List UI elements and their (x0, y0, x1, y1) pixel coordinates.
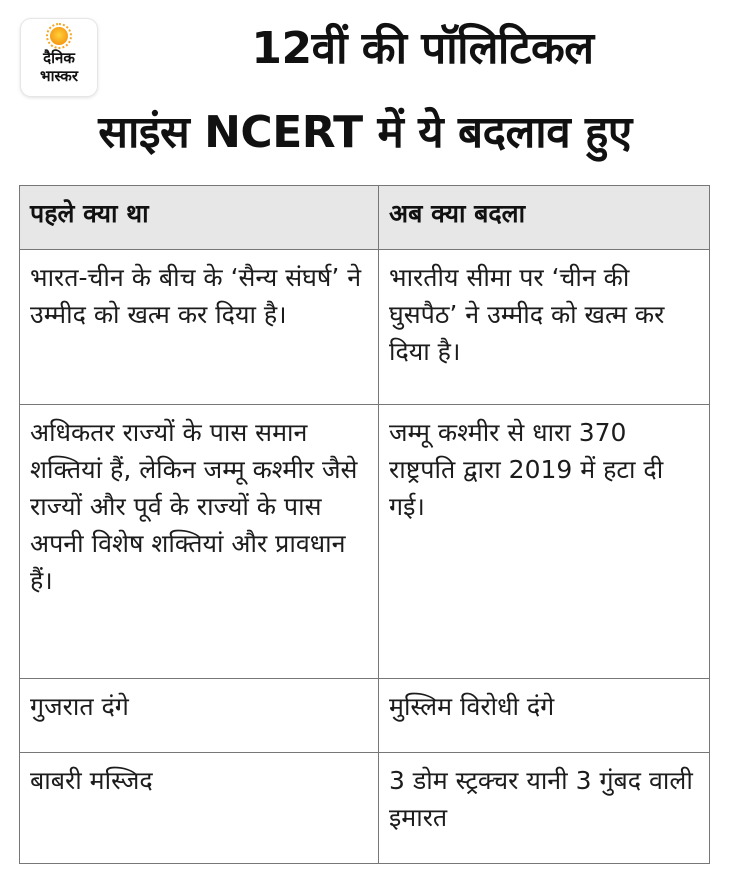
table-cell-after: मुस्लिम विरोधी दंगे (379, 679, 710, 753)
table-row (20, 679, 710, 753)
table-cell-after: भारतीय सीमा पर ‘चीन की घुसपैठ’ ने उम्मीद को खत्म कर दिया है। (379, 250, 710, 405)
table-cell-before: बाबरी मस्जिद (20, 753, 379, 864)
table-row (20, 250, 710, 405)
table-row (20, 753, 710, 864)
comparison-table (19, 185, 710, 864)
logo-text-line1: दैनिक (43, 49, 75, 67)
column-header-before: पहले क्या था (20, 186, 379, 250)
table-cell-after: जम्मू कश्मीर से धारा 370 राष्ट्रपति द्वारा 2019 में हटा दी गई। (379, 405, 710, 679)
sun-icon (50, 27, 68, 45)
table-cell-after: 3 डोम स्ट्रक्चर यानी 3 गुंबद वाली इमारत (379, 753, 710, 864)
table-row (20, 405, 710, 679)
table-cell-before: गुजरात दंगे (20, 679, 379, 753)
table-header-row (20, 186, 710, 250)
page-title-line2: साइंस NCERT में ये बदलाव हुए (98, 107, 632, 158)
table-cell-before: अधिकतर राज्यों के पास समान शक्तियां हैं, लेकिन जम्मू कश्मीर जैसे राज्यों और पूर्व के राज्यों के पास अपनी विशेष शक्तियां और प्रावधान हैं। (20, 405, 379, 679)
logo-text-line2: भास्कर (40, 67, 78, 85)
dainik-bhaskar-logo (21, 19, 97, 96)
column-header-after: अब क्या बदला (379, 186, 710, 250)
page-title-line1: 12वीं की पॉलिटिकल (251, 23, 594, 74)
table-cell-before: भारत-चीन के बीच के ‘सैन्य संघर्ष’ ने उम्मीद को खत्म कर दिया है। (20, 250, 379, 405)
